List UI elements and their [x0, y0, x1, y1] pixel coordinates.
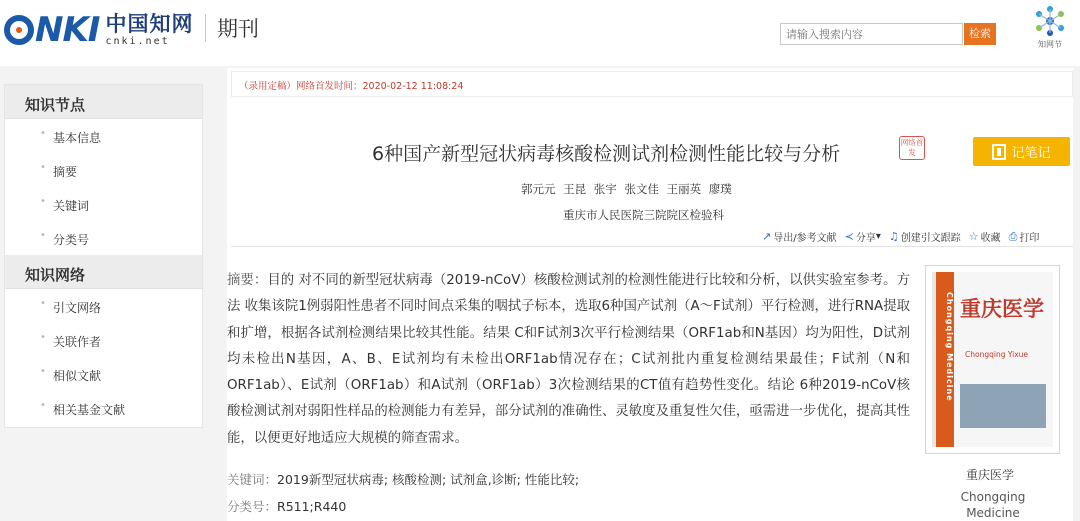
take-notes-label: 记笔记	[1011, 146, 1051, 161]
export-label: 导出/参考文献	[773, 233, 837, 244]
favorite-label: 收藏	[980, 233, 1001, 244]
journal-name-en[interactable]: Chongqing Medicine	[960, 490, 1026, 520]
article-toolbar	[762, 229, 1039, 244]
cnki-logo-mark: NKI	[4, 10, 99, 50]
sidebar-item-classification[interactable]: • 分类号	[5, 221, 202, 255]
journal-cover[interactable]	[925, 265, 1060, 454]
print-button[interactable]	[1009, 229, 1040, 244]
network-node-icon	[1032, 4, 1068, 38]
logo-domain-text: cnki.net	[105, 36, 170, 47]
author-list[interactable]: 郭元元 王昆 张宇 张文佳 王丽英 廖璞	[521, 182, 732, 196]
sidebar-item-fund-literature[interactable]: • 相关基金文献	[5, 391, 202, 425]
sidebar-item-related-authors[interactable]: • 关联作者	[5, 323, 202, 357]
cover-side-text: Chongqing Medicine	[945, 292, 954, 402]
classification-code: R511;R440	[277, 499, 347, 514]
keywords-row	[227, 470, 579, 488]
online-first-badge: 网络首发	[899, 136, 925, 160]
classification-row	[227, 497, 346, 515]
search-input[interactable]	[780, 23, 963, 45]
keywords-text[interactable]: 2019新型冠状病毒; 核酸检测; 试剂盒,诊断; 性能比较;	[277, 472, 580, 487]
citation-tracking-button[interactable]	[889, 229, 961, 244]
brand-label: 知网节	[1038, 40, 1062, 49]
logo-chinese-text: 中国知网	[105, 11, 194, 36]
share-label: 分享	[855, 233, 876, 244]
export-references-button[interactable]	[762, 229, 837, 244]
keywords-label: 关键词：	[227, 472, 278, 487]
take-notes-button[interactable]	[973, 137, 1070, 166]
section-title: 期刊	[217, 17, 259, 41]
affiliation[interactable]: 重庆市人民医院三院院区检验科	[563, 208, 724, 222]
sidebar-group-title: 知识网络	[5, 255, 202, 289]
sidebar-item-similar-literature[interactable]: • 相似文献	[5, 357, 202, 391]
abstract-label: 摘要：	[227, 273, 268, 288]
chevron-down-icon: ▾	[875, 231, 881, 242]
classification-label: 分类号：	[227, 499, 278, 514]
print-label: 打印	[1019, 233, 1040, 244]
top-header	[0, 0, 1080, 58]
star-icon: ☆	[968, 230, 979, 243]
cnki-logo[interactable]	[4, 8, 193, 52]
sidebar-item-citation-network[interactable]: • 引文网络	[5, 289, 202, 323]
article-title: 6种国产新型冠状病毒核酸检测试剂检测性能比较与分析	[372, 143, 841, 165]
journal-cover-image	[932, 272, 1053, 447]
citation-tracking-label: 创建引文跟踪	[900, 233, 961, 244]
header-divider	[205, 14, 206, 42]
publication-note: （录用定稿）网络首发时间：2020-02-12 11:08:24	[231, 71, 1073, 97]
cover-title: 重庆医学	[960, 296, 1044, 321]
zhiwangjie-logo[interactable]	[1028, 4, 1072, 52]
sidebar	[4, 84, 203, 428]
sidebar-item-basic-info[interactable]: • 基本信息	[5, 119, 202, 153]
share-button[interactable]	[845, 229, 881, 244]
export-icon: ↗	[762, 230, 772, 243]
section-divider	[231, 246, 1073, 247]
bell-icon: ♫	[888, 230, 899, 243]
sidebar-item-keywords[interactable]: • 关键词	[5, 187, 202, 221]
favorite-button[interactable]	[969, 229, 1001, 244]
sidebar-group-title: 知识节点	[5, 85, 202, 119]
share-icon: ≺	[844, 230, 854, 243]
abstract-text: 目的 对不同的新型冠状病毒（2019-nCoV）核酸检测试剂的检测性能进行比较和分析，以供实验室参考。方法 收集该院1例弱阳性患者不同时间点采集的咽拭子标本，选取6种国产试剂（A～F试剂）平行检测，进行RNA提取和扩增，根据各试剂检测结果比较其性能。结果 C和F试剂3次平行检测结果（ORF1ab和N基因）均为阳性，D试剂均未检出N基因，A、B、E试剂均有未检出ORF1ab情况存在；C试剂批内重复检测结果最佳；F试剂（N和ORF1ab）、E试剂（ORF1ab）和A试剂（ORF1ab）3次检测结果的CT值有趋势性变化。结论 6种2019-nCoV核酸检测试剂对弱阳性样品的检测能力有差异，部分试剂的准确性、灵敏度及重复性欠佳，亟需进一步优化，提高其性能，以便更好地适应大规模的筛查需求。	[227, 273, 910, 446]
search-button[interactable]: 检索	[964, 23, 996, 45]
journal-name[interactable]: 重庆医学	[966, 468, 1015, 482]
sidebar-item-abstract[interactable]: • 摘要	[5, 153, 202, 187]
abstract	[227, 268, 910, 452]
notebook-icon	[992, 144, 1006, 160]
cover-subtitle: Chongqing Yixue	[965, 350, 1029, 359]
printer-icon: ⎙	[1008, 229, 1018, 243]
